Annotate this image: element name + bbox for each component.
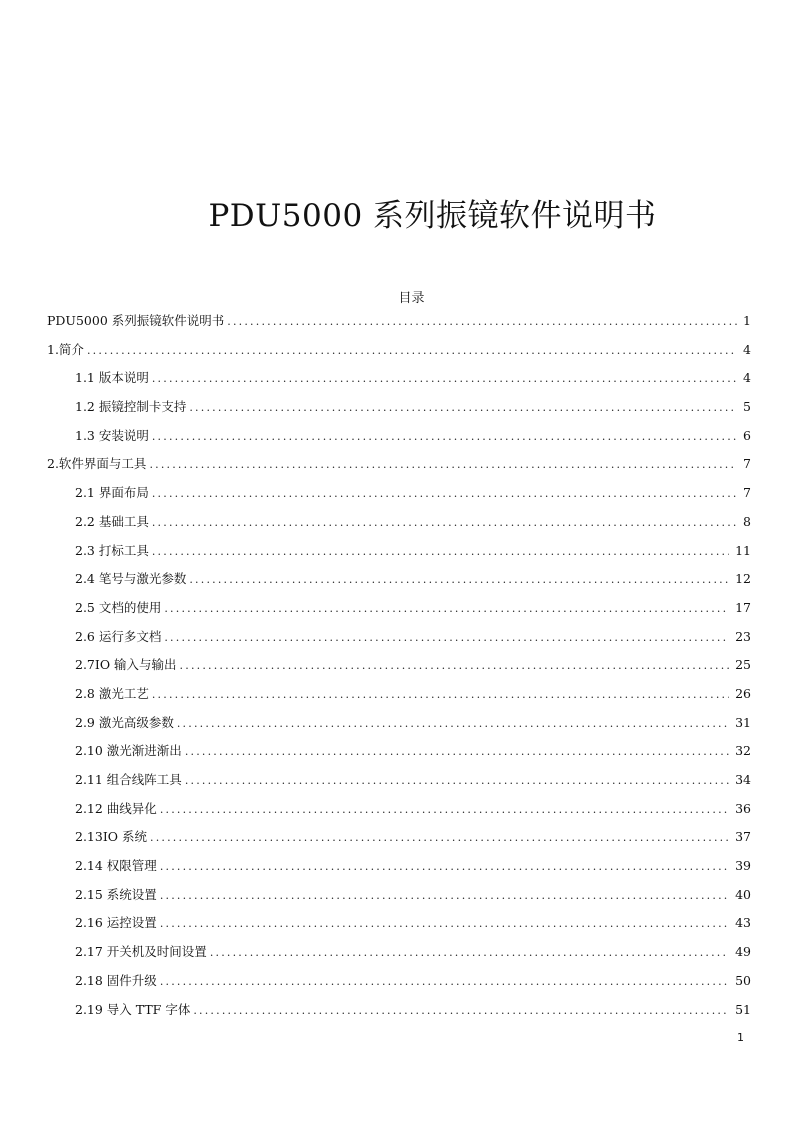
toc-dot-leader <box>227 312 737 332</box>
toc-entry[interactable] <box>47 454 751 483</box>
toc-entry-title: 2.18 固件升级 <box>75 972 157 988</box>
toc-entry-title: 2.8 激光工艺 <box>75 685 149 701</box>
toc-entry[interactable] <box>47 741 751 770</box>
toc-entry[interactable] <box>47 483 751 512</box>
toc-entry-title: 2.15 系统设置 <box>75 886 157 902</box>
toc-entry-title: 2.11 组合线阵工具 <box>75 772 182 787</box>
toc-entry-title: 2.6 运行多文档 <box>75 628 162 644</box>
toc-entry[interactable] <box>47 799 751 828</box>
toc-dot-leader <box>160 800 729 820</box>
toc-entry-title: 2.9 激光高级参数 <box>75 714 174 730</box>
toc-entry[interactable] <box>47 368 751 397</box>
toc-entry-title: 2.2 基础工具 <box>75 513 149 529</box>
toc-dot-leader <box>164 599 729 619</box>
toc-entry-page: 34 <box>735 772 751 787</box>
toc-entry[interactable] <box>47 655 751 684</box>
toc-entry-page: 25 <box>735 657 751 673</box>
toc-dot-leader <box>152 369 737 389</box>
toc-entry-title: 2.14 权限管理 <box>75 858 157 874</box>
toc-entry[interactable] <box>47 311 751 340</box>
toc-entry-title: 2.12 曲线异化 <box>75 800 157 816</box>
toc-entry[interactable] <box>47 569 751 598</box>
toc-entry-title: PDU5000 系列振镜软件说明书 <box>47 313 225 328</box>
toc-heading: 目录 <box>398 291 425 306</box>
toc-entry-title: 1.1 版本说明 <box>75 370 149 386</box>
toc-entry-title: 2.4 笔号与激光参数 <box>75 571 187 587</box>
toc-entry-title: 2.1 界面布局 <box>75 485 149 501</box>
toc-entry[interactable] <box>47 627 751 656</box>
toc-entry-page: 17 <box>735 599 751 615</box>
toc-entry-page: 5 <box>743 399 751 415</box>
toc-entry-page: 11 <box>735 542 751 558</box>
toc-dot-leader <box>152 685 729 705</box>
toc-entry-title: 2.13IO 系统 <box>75 829 147 845</box>
toc-entry-page: 40 <box>735 886 751 902</box>
toc-entry[interactable] <box>47 1000 751 1029</box>
toc-entry[interactable] <box>47 971 751 1000</box>
toc-dot-leader <box>189 570 729 590</box>
toc-entry-title: 2.10 激光渐进渐出 <box>75 743 182 759</box>
document-title: PDU5000 系列振镜软件说明书 <box>208 198 657 234</box>
toc-dot-leader <box>210 943 729 963</box>
toc-entry[interactable] <box>47 913 751 942</box>
toc-entry-page: 51 <box>735 1001 751 1017</box>
toc-entry[interactable] <box>47 397 751 426</box>
toc-entry-page: 7 <box>743 485 751 501</box>
toc-dot-leader <box>189 398 737 418</box>
toc-entry[interactable] <box>47 340 751 369</box>
toc-entry-title: 1.简介 <box>47 341 84 357</box>
toc-entry-page: 50 <box>735 972 751 988</box>
toc-entry[interactable] <box>47 885 751 914</box>
toc-entry-page: 26 <box>735 685 751 701</box>
toc-entry-page: 32 <box>735 743 751 759</box>
toc-entry-page: 6 <box>743 427 751 443</box>
toc-entry[interactable] <box>47 598 751 627</box>
toc-entry[interactable] <box>47 541 751 570</box>
toc-entry-title: 2.5 文档的使用 <box>75 599 162 615</box>
toc-entry[interactable] <box>47 770 751 799</box>
toc-entry-title: 2.17 开关机及时间设置 <box>75 944 207 960</box>
toc-dot-leader <box>160 857 729 877</box>
toc-dot-leader <box>177 714 729 734</box>
toc-dot-leader <box>180 656 730 676</box>
toc-entry-title: 2.7IO 输入与输出 <box>75 657 177 673</box>
toc-entry-title: 2.3 打标工具 <box>75 542 149 558</box>
toc-dot-leader <box>193 1001 729 1021</box>
toc-entry[interactable] <box>47 426 751 455</box>
toc-entry-page: 7 <box>743 456 751 472</box>
toc-entry[interactable] <box>47 684 751 713</box>
toc-dot-leader <box>160 972 729 992</box>
toc-dot-leader <box>149 455 737 475</box>
toc-entry-page: 31 <box>735 714 751 730</box>
toc-dot-leader <box>152 484 737 504</box>
toc-entry-page: 23 <box>735 628 751 644</box>
toc-entry-title: 2.16 运控设置 <box>75 915 157 931</box>
toc-dot-leader <box>152 542 729 562</box>
toc-entry-title: 2.19 导入 TTF 字体 <box>75 1001 191 1017</box>
toc-entry-title: 1.2 振镜控制卡支持 <box>75 399 187 415</box>
toc-entry-title: 1.3 安装说明 <box>75 427 149 443</box>
toc-dot-leader <box>160 886 729 906</box>
toc-dot-leader <box>164 628 729 648</box>
toc-entry[interactable] <box>47 713 751 742</box>
toc-dot-leader <box>152 427 737 447</box>
toc-entry[interactable] <box>47 827 751 856</box>
toc-entry-page: 12 <box>735 571 751 587</box>
toc-entry[interactable] <box>47 512 751 541</box>
toc-entry-page: 8 <box>743 513 751 529</box>
page-number: 1 <box>737 1031 744 1044</box>
toc-entry-page: 36 <box>735 800 751 816</box>
toc-entry-page: 4 <box>743 341 751 357</box>
toc-entry-page: 37 <box>735 829 751 845</box>
toc-entry-page: 49 <box>735 944 751 960</box>
toc-dot-leader <box>185 771 729 791</box>
toc-entry[interactable] <box>47 856 751 885</box>
toc-entry-page: 43 <box>735 915 751 931</box>
toc-entry-page: 39 <box>735 858 751 874</box>
toc-dot-leader <box>150 828 729 848</box>
toc-dot-leader <box>87 341 737 361</box>
toc-entry[interactable] <box>47 942 751 971</box>
toc-entry-page: 4 <box>743 370 751 386</box>
toc-dot-leader <box>160 914 729 934</box>
toc-entry-page: 1 <box>743 313 751 328</box>
table-of-contents <box>47 311 751 1028</box>
toc-dot-leader <box>152 513 737 533</box>
toc-entry-title: 2.软件界面与工具 <box>47 456 147 472</box>
toc-dot-leader <box>185 742 729 762</box>
